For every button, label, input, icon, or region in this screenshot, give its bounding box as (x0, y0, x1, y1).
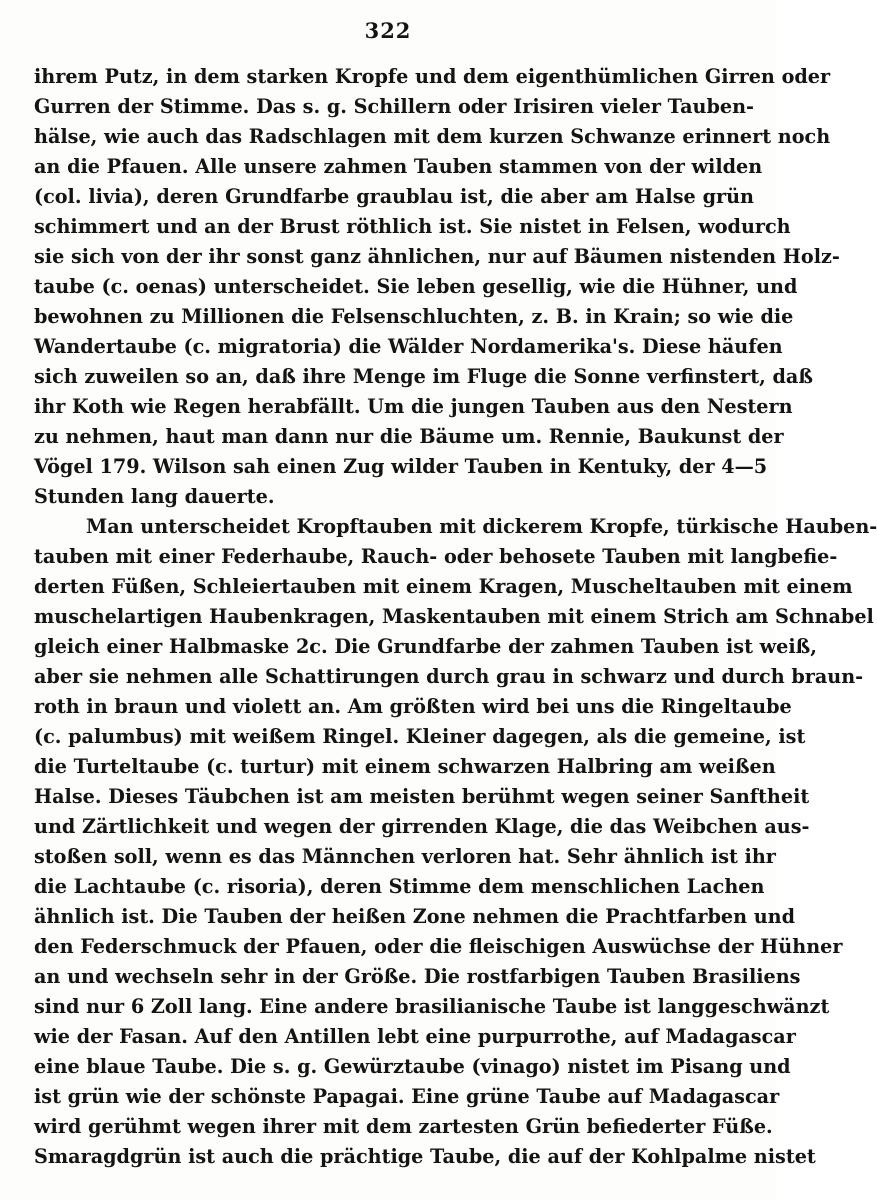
text-line: Vögel 179. Wilson sah einen Zug wilder Tauben in Kentuky, der 4—5 (34, 455, 768, 478)
text-line: an die Pfauen. Alle unsere zahmen Tauben stammen von der wilden (34, 155, 763, 178)
text-line: Halse. Dieses Täubchen ist am meisten berühmt wegen seiner Sanftheit (34, 785, 810, 808)
text-line: (c. palumbus) mit weißem Ringel. Kleiner dagegen, als die gemeine, ist (34, 725, 806, 748)
text-line: hälse, wie auch das Radschlagen mit dem kurzen Schwanze erinnert noch (34, 125, 831, 148)
text-line: eine blaue Taube. Die s. g. Gewürztaube (vinago) nistet im Pisang und (34, 1055, 791, 1078)
text-line: roth in braun und violett an. Am größten wird bei uns die Ringeltaube (34, 695, 792, 718)
text-line: aber sie nehmen alle Schattirungen durch grau in schwarz und durch braun- (34, 665, 864, 688)
text-line: Wandertaube (c. migratoria) die Wälder Nordamerika's. Diese häufen (34, 335, 783, 358)
text-line: taube (c. oenas) unterscheidet. Sie leben gesellig, wie die Hühner, und (34, 275, 798, 298)
text-line: (col. livia), deren Grundfarbe graublau ist, die aber am Halse grün (34, 185, 754, 208)
text-line: an und wechseln sehr in der Größe. Die rostfarbigen Tauben Brasiliens (34, 965, 801, 988)
text-line: die Turteltaube (c. turtur) mit einem schwarzen Halbring am weißen (34, 755, 776, 778)
text-line: sie sich von der ihr sonst ganz ähnlichen, nur auf Bäumen nistenden Holz- (34, 245, 840, 268)
text-line: die Lachtaube (c. risoria), deren Stimme dem menschlichen Lachen (34, 875, 765, 898)
text-line: Man unterscheidet Kropftauben mit dickerem Kropfe, türkische Hauben- (86, 515, 877, 538)
text-line: schimmert und an der Brust röthlich ist. Sie nistet in Felsen, wodurch (34, 215, 791, 238)
text-line: Gurren der Stimme. Das s. g. Schillern oder Irisiren vieler Tauben- (34, 95, 754, 118)
text-line: zu nehmen, haut man dann nur die Bäume um. Rennie, Baukunst der (34, 425, 784, 448)
text-line: Smaragdgrün ist auch die prächtige Taube, die auf der Kohlpalme nistet (34, 1145, 816, 1168)
text-line: tauben mit einer Federhaube, Rauch- oder behosete Tauben mit langbefie- (34, 545, 838, 568)
text-line: muschelartigen Haubenkragen, Maskentauben mit einem Strich am Schnabel (34, 605, 874, 628)
text-line: ihrem Putz, in dem starken Kropfe und dem eigenthümlichen Girren oder (34, 65, 831, 88)
text-line: wie der Fasan. Auf den Antillen lebt eine purpurrothe, auf Madagascar (34, 1025, 796, 1048)
text-line: stoßen soll, wenn es das Männchen verloren hat. Sehr ähnlich ist ihr (34, 845, 776, 868)
text-line: bewohnen zu Millionen die Felsenschluchten, z. B. in Krain; so wie die (34, 305, 794, 328)
text-line: ihr Koth wie Regen herabfällt. Um die jungen Tauben aus den Nestern (34, 395, 793, 418)
text-line: derten Füßen, Schleiertauben mit einem Kragen, Muscheltauben mit einem (34, 575, 853, 598)
text-line: ist grün wie der schönste Papagai. Eine grüne Taube auf Madagascar (34, 1085, 780, 1108)
text-line: gleich einer Halbmaske 2c. Die Grundfarbe der zahmen Tauben ist weiß, (34, 635, 817, 658)
text-line: Stunden lang dauerte. (34, 485, 275, 508)
page-number: 322 (364, 18, 412, 43)
text-line: sind nur 6 Zoll lang. Eine andere brasilianische Taube ist langgeschwänzt (34, 995, 830, 1018)
text-line: und Zärtlichkeit und wegen der girrenden Klage, die das Weibchen aus- (34, 815, 810, 838)
text-line: ähnlich ist. Die Tauben der heißen Zone nehmen die Prachtfarben und (34, 905, 796, 928)
text-line: den Federschmuck der Pfauen, oder die fleischigen Auswüchse der Hühner (34, 935, 843, 958)
text-line: sich zuweilen so an, daß ihre Menge im Fluge die Sonne verfinstert, daß (34, 365, 813, 388)
text-line: wird gerühmt wegen ihrer mit dem zartesten Grün befiederter Füße. (34, 1115, 773, 1138)
